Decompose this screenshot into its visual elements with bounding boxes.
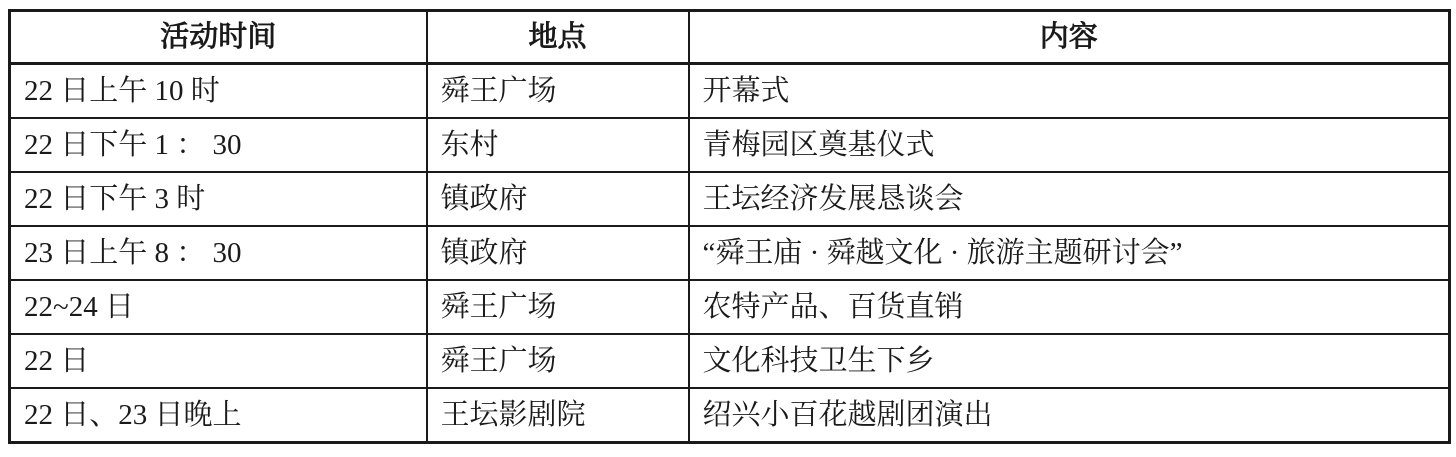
column-header-time: 活动时间 (10, 11, 427, 64)
header-row (10, 11, 1450, 64)
table-row (10, 388, 1450, 443)
table-row (10, 118, 1450, 172)
cell-place: 王坛影剧院 (427, 388, 689, 443)
cell-content: 文化科技卫生下乡 (689, 334, 1450, 388)
cell-place: 舜王广场 (427, 64, 689, 119)
cell-time: 23 日上午 8 ： 30 (10, 226, 427, 280)
table-row (10, 172, 1450, 226)
cell-content: 绍兴小百花越剧团演出 (689, 388, 1450, 443)
table-row (10, 334, 1450, 388)
table-row (10, 280, 1450, 334)
cell-place: 舜王广场 (427, 280, 689, 334)
cell-content: “舜王庙 · 舜越文化 · 旅游主题研讨会” (689, 226, 1450, 280)
cell-place: 舜王广场 (427, 334, 689, 388)
cell-time: 22 日下午 3 时 (10, 172, 427, 226)
activity-schedule-table (8, 9, 1451, 444)
cell-time: 22 日上午 10 时 (10, 64, 427, 119)
cell-time: 22 日 (10, 334, 427, 388)
cell-time: 22~24 日 (10, 280, 427, 334)
table-row (10, 64, 1450, 119)
cell-place: 镇政府 (427, 172, 689, 226)
cell-content: 王坛经济发展恳谈会 (689, 172, 1450, 226)
table-row (10, 226, 1450, 280)
cell-time: 22 日、23 日晚上 (10, 388, 427, 443)
cell-place: 东村 (427, 118, 689, 172)
cell-time: 22 日下午 1 ： 30 (10, 118, 427, 172)
cell-content: 开幕式 (689, 64, 1450, 119)
cell-content: 青梅园区奠基仪式 (689, 118, 1450, 172)
column-header-content: 内容 (689, 11, 1450, 64)
cell-content: 农特产品、百货直销 (689, 280, 1450, 334)
cell-place: 镇政府 (427, 226, 689, 280)
column-header-place: 地点 (427, 11, 689, 64)
